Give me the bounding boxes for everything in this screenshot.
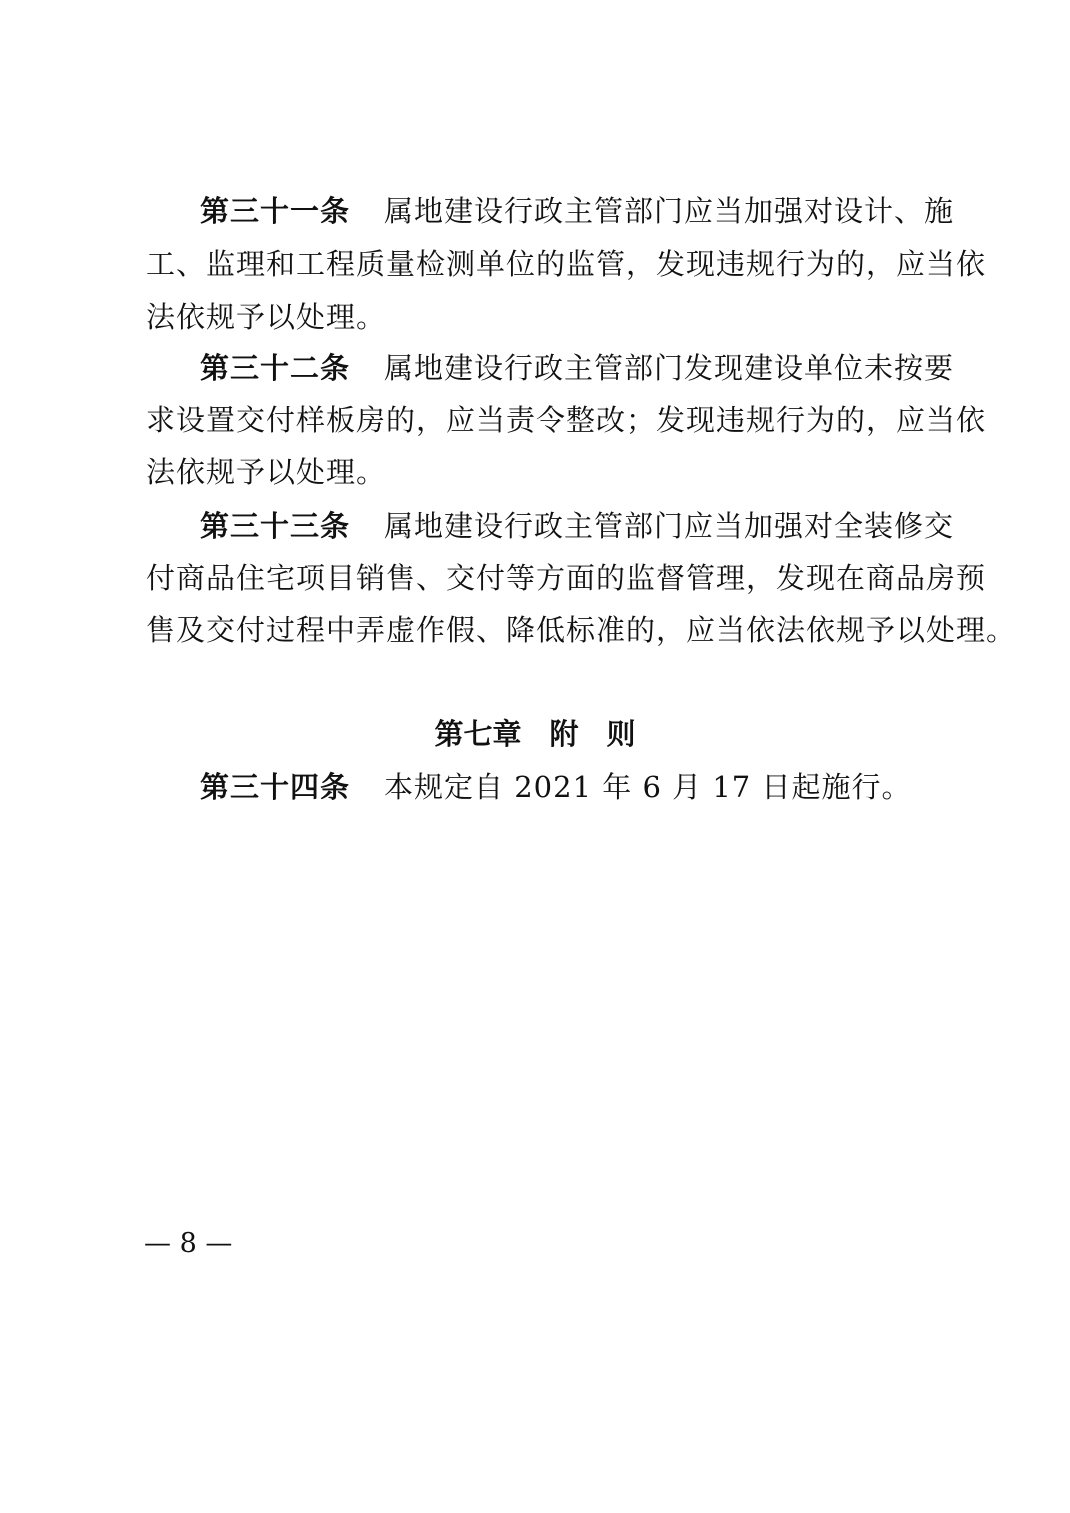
article-31-title: 第三十一条 (200, 194, 351, 228)
article-31-line-1 (200, 191, 955, 231)
article-34-line (200, 767, 911, 807)
article-33-line-2: 付商品住宅项目销售、交付等方面的监督管理，发现在商品房预 (146, 561, 987, 595)
article-31-line-3: 法依规予以处理。 (146, 300, 387, 334)
article-32-line-2: 求设置交付样板房的，应当责令整改；发现违规行为的，应当依 (146, 403, 987, 437)
article-33-title: 第三十三条 (200, 509, 351, 543)
chapter-heading (0, 714, 1070, 754)
article-33-line-3: 售及交付过程中弄虚作假、降低标准的，应当依法依规予以处理。 (146, 613, 1017, 647)
article-34-text: 本规定自 2021 年 6 月 17 日起施行。 (384, 770, 912, 804)
article-34-title: 第三十四条 (200, 770, 351, 804)
article-32-text-1: 属地建设行政主管部门发现建设单位未按要 (384, 351, 955, 385)
chapter-name-2: 则 (606, 717, 636, 751)
article-33-line-1 (200, 506, 955, 546)
chapter-name-1: 附 (549, 717, 579, 751)
article-31-text-1: 属地建设行政主管部门应当加强对设计、施 (384, 194, 955, 228)
article-32-line-1 (200, 348, 955, 388)
article-32-title: 第三十二条 (200, 351, 351, 385)
page-number: — 8 — (144, 1228, 233, 1259)
chapter-number: 第七章 (434, 717, 522, 751)
article-32-line-3: 法依规予以处理。 (146, 455, 387, 489)
article-33-text-1: 属地建设行政主管部门应当加强对全装修交 (384, 509, 955, 543)
article-31-line-2: 工、监理和工程质量检测单位的监管，发现违规行为的，应当依 (146, 247, 987, 281)
